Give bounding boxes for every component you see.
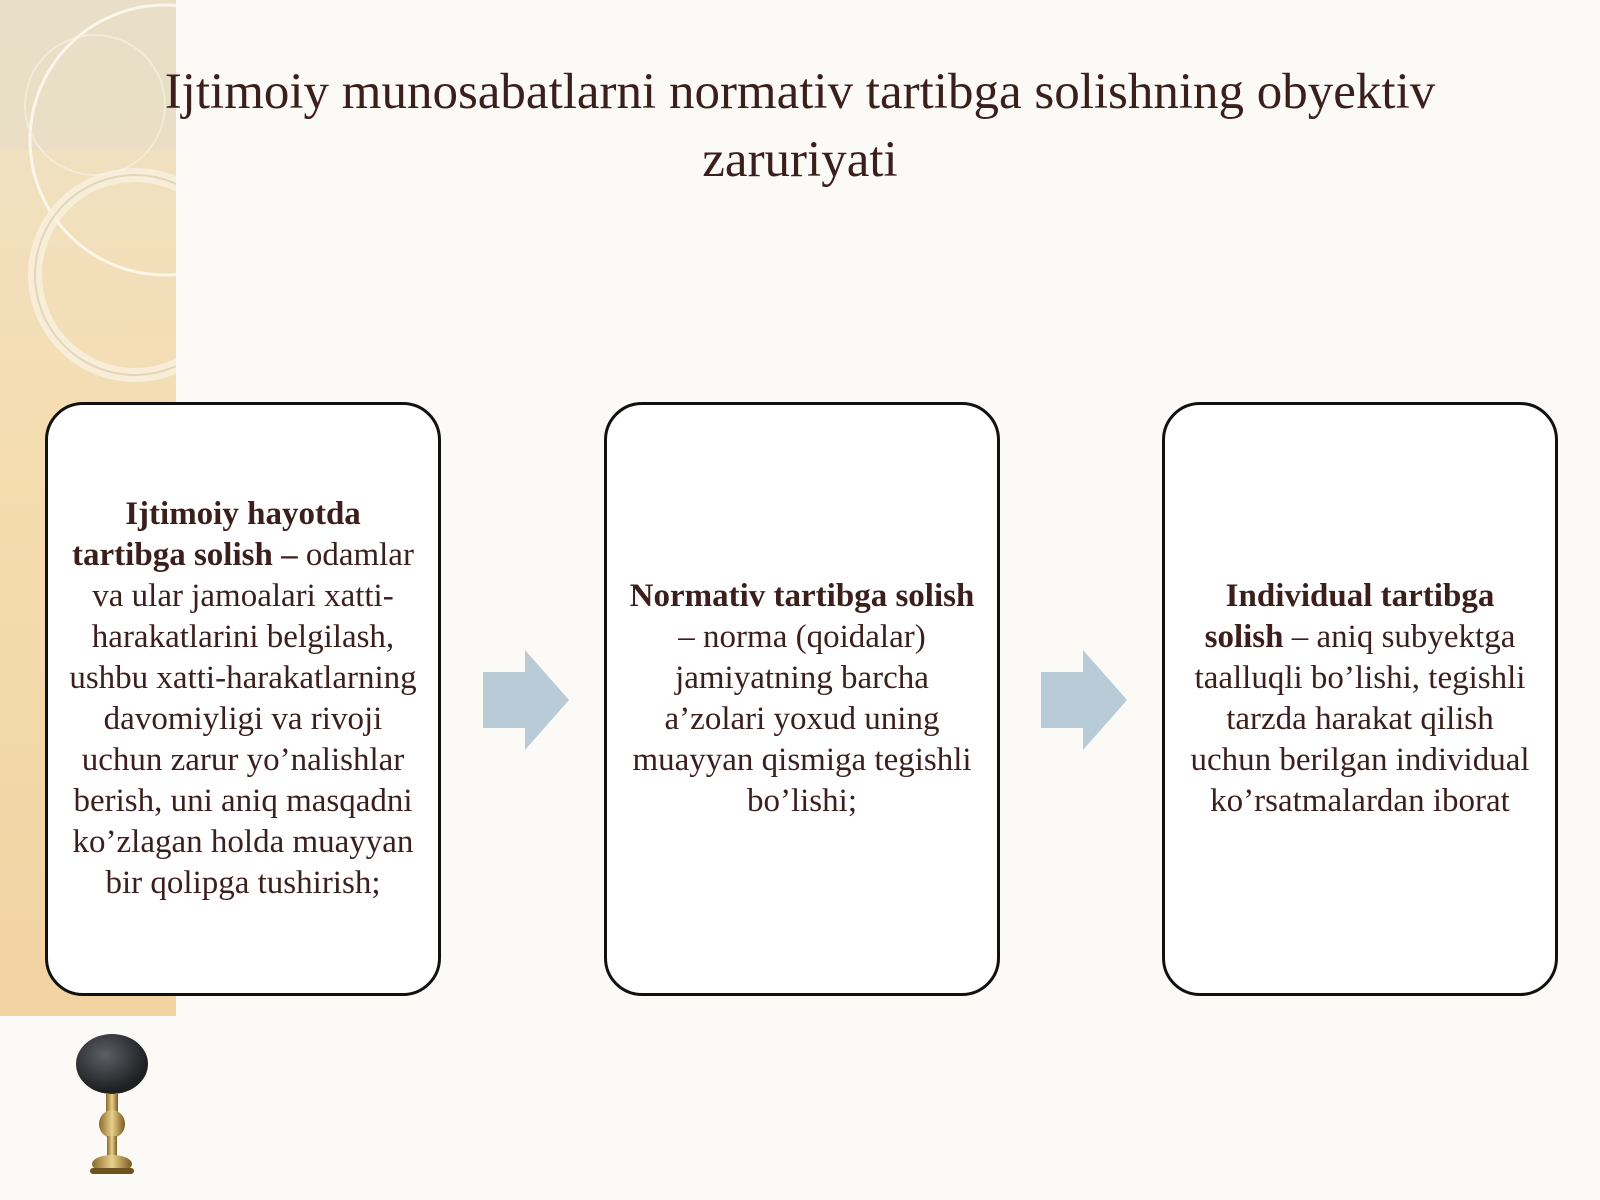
concept-box-content: [1183, 576, 1537, 822]
concept-box-heading: Ijtimoiy hayotda tartibga solish –: [72, 496, 361, 573]
concept-box-text: – aniq subyektga taalluqli bo’lishi, tegishli tarzda harakat qilish uchun berilgan individual ko’rsatmalardan iborat: [1190, 619, 1530, 819]
concept-box-normative-regulation: [604, 402, 1000, 996]
concept-box-text: – norma (qoidalar) jamiyatning barcha a’zolari yoxud uning muayyan qismiga tegishli bo’lishi;: [632, 619, 972, 819]
seal-stand-icon: [72, 1032, 152, 1182]
concept-box-social-regulation: [45, 402, 441, 996]
concept-box-heading: Normativ tartibga solish: [629, 578, 975, 614]
slide-title: Ijtimoiy munosabatlarni normativ tartibga solishning obyektiv zaruriyati: [164, 64, 1436, 188]
concept-box-content: [625, 576, 979, 822]
concept-box-content: [66, 494, 420, 904]
right-arrow-icon: [1041, 650, 1127, 750]
concept-box-individual-regulation: [1162, 402, 1558, 996]
right-arrow-icon: [483, 650, 569, 750]
concept-box-text: odamlar va ular jamoalari xatti-harakatlarini belgilash, ushbu xatti-harakatlarning davomiyligi va rivoji uchun zarur yo’nalishlar berish, uni aniq masqadni ko’zlagan holda muayyan bir qolipga tushirish;: [69, 537, 417, 901]
concept-box-heading: Individual tartibga solish: [1204, 578, 1495, 655]
